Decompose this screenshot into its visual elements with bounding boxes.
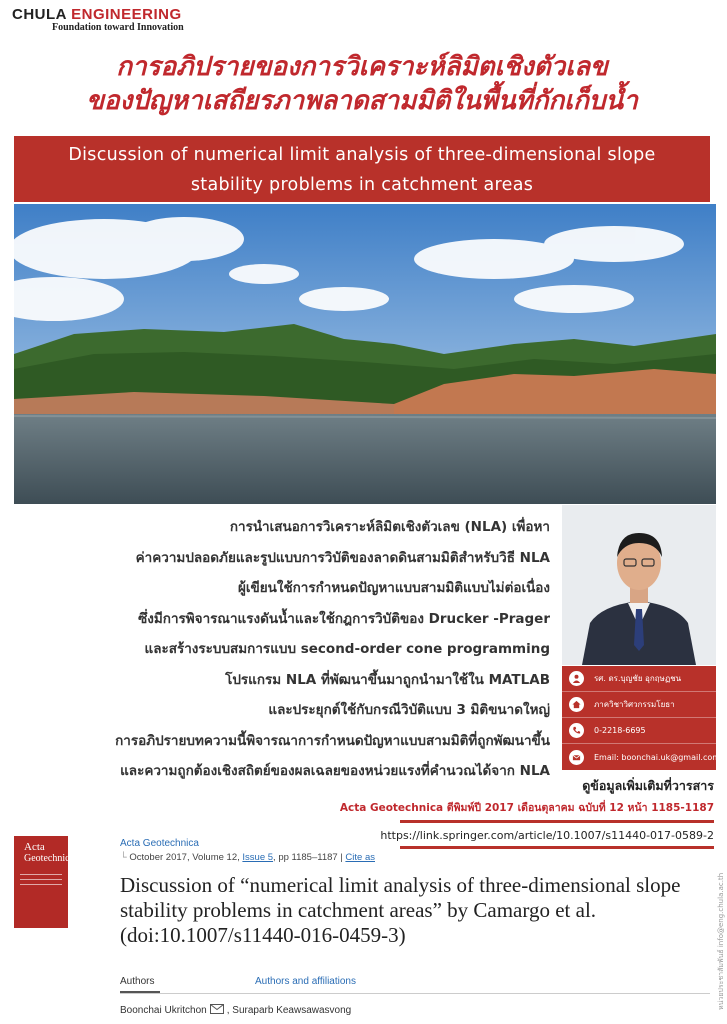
divider	[20, 884, 62, 885]
english-title-line-2: stability problems in catchment areas	[190, 175, 534, 195]
contact-email: Email: boonchai.uk@gmail.com	[594, 752, 721, 762]
abstract-line: การนำเสนอการวิเคราะห์ลิมิตเชิงตัวเลข (NLA) เพื่อหา	[229, 519, 550, 535]
journal-citation: Acta Geotechnica ตีพิมพ์ปี 2017 เดือนตุลาคม ฉบับที่ 12 หน้า 1185-1187	[339, 802, 714, 814]
thai-title-line-2: ของปัญหาเสถียรภาพลาดสามมิติในพื้นที่กักเก็บน้ำ	[86, 86, 638, 116]
journal-cover	[14, 836, 74, 928]
abstract-line: ค่าความปลอดภัยและรูปแบบการวิบัติของลาดดินสามมิติสำหรับวิธี NLA	[135, 549, 550, 566]
contact-name-row	[562, 666, 716, 692]
article-header	[120, 838, 710, 948]
more-info-heading: ดูข้อมูลเพิ่มเติมที่วารสาร	[582, 778, 714, 793]
home-icon	[569, 697, 584, 712]
author-tabs	[120, 976, 710, 994]
contact-panel	[562, 666, 721, 770]
chula-engineering-logo	[12, 6, 184, 33]
tree-branch-icon: └	[120, 852, 127, 863]
abstract-line: และสร้างระบบสมการแบบ second-order cone programming	[144, 641, 550, 657]
abstract-line: โปรแกรม NLA ที่พัฒนาขึ้นมาถูกนำมาใช้ใน MATLAB	[225, 671, 550, 688]
abstract-line: และประยุกต์ใช้กับกรณีวิบัติแบบ 3 มิติขนาดใหญ่	[268, 702, 550, 718]
cover-title-line-2: Geotechnica	[24, 853, 74, 864]
active-tab-underline	[120, 991, 160, 993]
side-credit-text: หน่วยประชาสัมพันธ์ info@eng.chula.ac.th	[717, 872, 725, 1010]
divider	[20, 879, 62, 880]
divider	[20, 874, 62, 875]
author-list	[120, 1004, 351, 1017]
divider	[400, 820, 714, 823]
contact-phone-row	[562, 718, 716, 744]
author-1[interactable]: Boonchai Ukritchon	[120, 1005, 207, 1016]
abstract-line: และความถูกต้องเชิงสถิตย์ของผลเฉลยของหน่วยแรงที่คำนวณได้จาก NLA	[120, 763, 550, 779]
person-icon	[569, 671, 584, 686]
tab-authors-and-affiliations[interactable]: Authors and affiliations	[255, 976, 356, 987]
cover-title-line-1: Acta	[24, 841, 45, 853]
english-title-line-1: Discussion of numerical limit analysis of three-dimensional slope	[68, 145, 656, 165]
article-url-link[interactable]: https://link.springer.com/article/10.1007/s11440-017-0589-2	[380, 829, 714, 842]
abstract-line: ซึ่งมีการพิจารณาแรงดันน้ำและใช้กฎการวิบัติของ Drucker -Prager	[138, 610, 550, 627]
english-title-banner	[14, 136, 710, 202]
thai-title	[0, 50, 724, 118]
article-meta-pages: , pp 1185–1187 |	[273, 852, 346, 863]
logo-engineering: ENGINEERING	[71, 6, 182, 23]
contact-department: ภาควิชาวิศวกรรมโยธา	[594, 700, 675, 709]
reservoir-photo	[14, 204, 716, 504]
article-meta	[120, 852, 710, 863]
contact-email-row	[562, 744, 721, 770]
thai-title-line-1: การอภิปรายของการวิเคราะห์ลิมิตเชิงตัวเลข	[116, 52, 608, 82]
abstract-line: ผู้เขียนใช้การกำหนดปัญหาแบบสามมิติแบบไม่ต่อเนื่อง	[237, 580, 550, 596]
journal-link[interactable]: Acta Geotechnica	[120, 838, 199, 849]
article-title: Discussion of “numerical limit analysis of three-dimensional slope stability problems in catchment areas” by Camargo et al. (doi:10.1007/s11440-016-0459-3)	[120, 873, 681, 947]
contact-dept-row	[562, 692, 716, 718]
phone-icon	[569, 723, 584, 738]
mail-icon	[569, 750, 584, 765]
author-portrait	[562, 505, 716, 665]
author-2[interactable]: , Suraparb Keawsawasvong	[226, 1005, 352, 1016]
logo-chula: CHULA	[12, 6, 72, 23]
mail-icon[interactable]	[210, 1004, 224, 1017]
side-credit	[706, 850, 725, 1010]
abstract-line: การอภิปรายบทความนี้พิจารณาการกำหนดปัญหาแบบสามมิติที่ถูกพัฒนาขึ้น	[115, 732, 550, 749]
tab-authors[interactable]: Authors	[120, 976, 155, 987]
contact-name: รศ. ดร.บุญชัย อุกฤษฏชน	[594, 674, 682, 683]
thai-abstract	[14, 512, 550, 787]
issue-link[interactable]: Issue 5	[242, 852, 274, 863]
logo-tagline: Foundation toward Innovation	[52, 22, 184, 33]
article-meta-date: October 2017, Volume 12,	[129, 852, 243, 863]
contact-phone: 0-2218-6695	[594, 726, 646, 735]
cite-as-link[interactable]: Cite as	[345, 852, 375, 863]
